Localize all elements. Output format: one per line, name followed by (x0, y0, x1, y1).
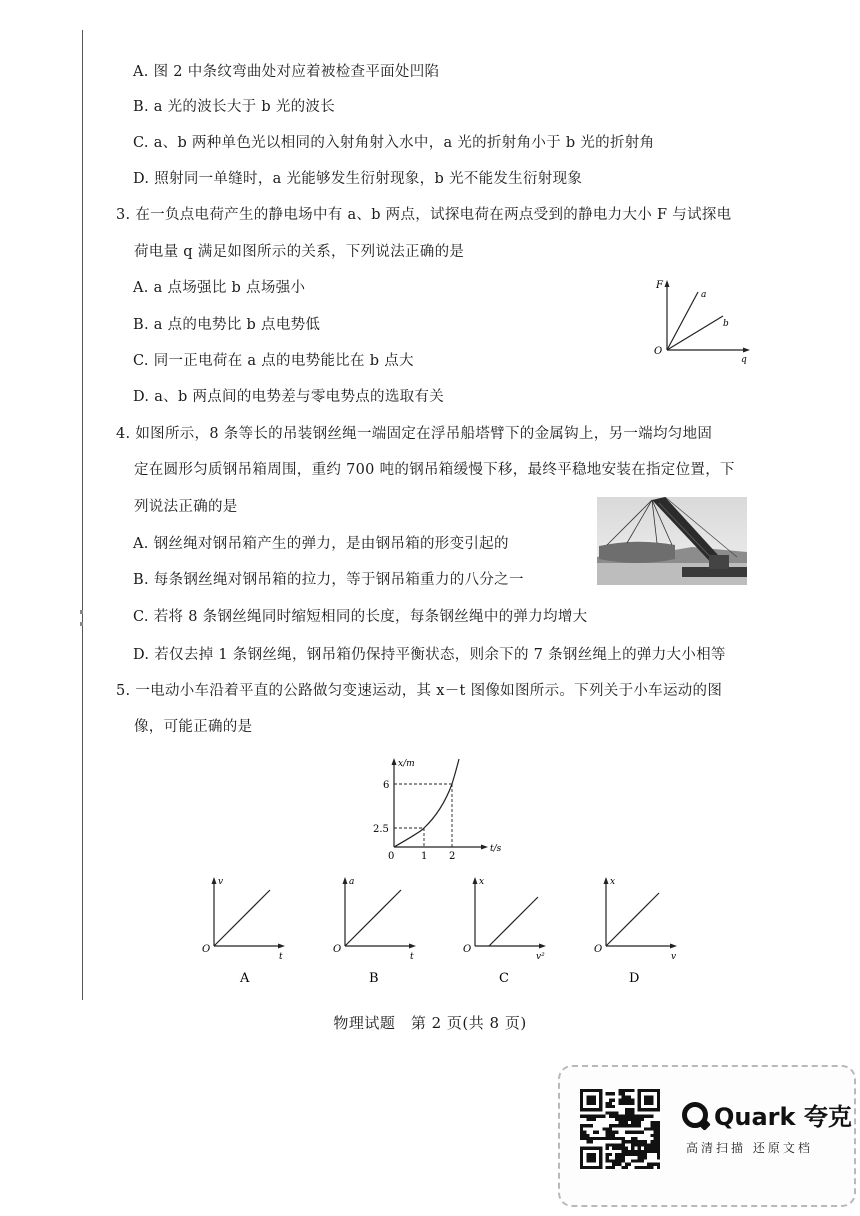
origin-label: O (202, 944, 211, 955)
q4-option-b: B. 每条钢丝绳对钢吊箱的拉力，等于钢吊箱重力的八分之一 (133, 572, 524, 588)
y-tick-6: 6 (383, 780, 390, 791)
x-axis-label: t (410, 952, 414, 962)
q5-choice-d-graph (587, 872, 682, 992)
y-tick-2-5: 2.5 (373, 824, 389, 835)
margin-mark (80, 610, 83, 614)
line-b (667, 316, 723, 350)
q5-stem-line2: 像，可能正确的是 (134, 719, 253, 735)
q5-stem-line1: 5. 一电动小车沿着平直的公路做匀变速运动，其 x－t 图像如图所示。下列关于小车运动的图 (116, 683, 723, 699)
choice-letter: C (499, 971, 509, 986)
origin-label: O (463, 944, 472, 955)
q4-stem-line3: 列说法正确的是 (134, 499, 238, 515)
choice-letter: A (240, 971, 250, 986)
q3-option-d: D. a、b 两点间的电势差与零电势点的选取有关 (133, 389, 445, 405)
line-a-label: a (701, 290, 707, 300)
x-axis-label: q (741, 355, 747, 365)
q4-option-d: D. 若仅去掉 1 条钢丝绳，钢吊箱仍保持平衡状态，则余下的 7 条钢丝绳上的弹力大小相等 (133, 647, 726, 663)
line-b-label: b (723, 319, 729, 329)
quark-scan-badge[interactable] (558, 1065, 856, 1207)
y-axis-label: v (218, 877, 224, 887)
q4-stem-line1: 4. 如图所示，8 条等长的吊装钢丝绳一端固定在浮吊船塔臂下的金属钩上，另一端均匀地固 (116, 426, 713, 442)
q3-stem-line2: 荷电量 q 满足如图所示的关系，下列说法正确的是 (134, 244, 465, 260)
x-tick-2: 2 (449, 851, 456, 862)
margin-mark (80, 622, 83, 626)
page-footer: 物理试题 第 2 页(共 8 页) (333, 1014, 527, 1032)
q2-option-d: D. 照射同一单缝时，a 光能够发生衍射现象，b 光不能发生衍射现象 (133, 171, 583, 187)
quark-tagline: 高清扫描 还原文档 (686, 1141, 813, 1155)
q3-option-c: C. 同一正电荷在 a 点的电势能比在 b 点大 (133, 353, 414, 369)
q2-option-b: B. a 光的波长大于 b 光的波长 (133, 99, 336, 115)
y-axis-label: x (479, 877, 485, 887)
q4-stem-line2: 定在圆形匀质钢吊箱周围，重约 700 吨的钢吊箱缓慢下移，最终平稳地安装在指定位置，下 (134, 462, 735, 478)
quark-brand: Quark 夸克 (714, 1103, 852, 1131)
origin-label: O (594, 944, 603, 955)
origin-label: O (333, 944, 342, 955)
x-axis-label: t (279, 952, 283, 962)
quark-logo (682, 1097, 852, 1132)
y-axis-label: x (610, 877, 616, 887)
y-axis-label: x/m (398, 759, 415, 769)
q5-choice-a-graph (195, 872, 290, 992)
q4-option-a: A. 钢丝绳对钢吊箱产生的弹力，是由钢吊箱的形变引起的 (133, 536, 509, 552)
quark-logo-icon (682, 1102, 708, 1128)
crane-barge-photo (597, 497, 747, 585)
q2-option-c: C. a、b 两种单色光以相同的入射角射入水中，a 光的折射角小于 b 光的折射角 (133, 135, 655, 151)
x-t-curve (394, 759, 459, 847)
x-axis-label: t/s (490, 844, 502, 854)
q4-option-c: C. 若将 8 条钢丝绳同时缩短相同的长度，每条钢丝绳中的弹力均增大 (133, 609, 588, 625)
y-axis-label: F (656, 280, 663, 291)
origin-label: 0 (388, 851, 395, 862)
q5-choice-c-graph (456, 872, 551, 992)
line-a (667, 292, 698, 350)
q5-x-t-graph (362, 753, 512, 865)
q3-option-b: B. a 点的电势比 b 点电势低 (133, 317, 321, 333)
qr-code-icon[interactable] (580, 1089, 660, 1169)
q3-option-a: A. a 点场强比 b 点场强小 (133, 280, 306, 296)
x-axis-label: v² (536, 952, 545, 962)
x-axis-label: v (671, 952, 677, 962)
q3-stem-line1: 3. 在一负点电荷产生的静电场中有 a、b 两点，试探电荷在两点受到的静电力大小 F 与试探电 (116, 207, 732, 223)
choice-letter: B (369, 971, 379, 986)
q5-choice-b-graph (326, 872, 421, 992)
y-axis-label: a (349, 877, 355, 887)
binding-margin-line (82, 30, 83, 1000)
choice-letter: D (629, 971, 640, 986)
x-tick-1: 1 (421, 851, 428, 862)
origin-label: O (654, 346, 663, 357)
q2-option-a: A. 图 2 中条纹弯曲处对应着被检查平面处凹陷 (133, 64, 440, 80)
q3-f-q-graph (650, 276, 760, 368)
